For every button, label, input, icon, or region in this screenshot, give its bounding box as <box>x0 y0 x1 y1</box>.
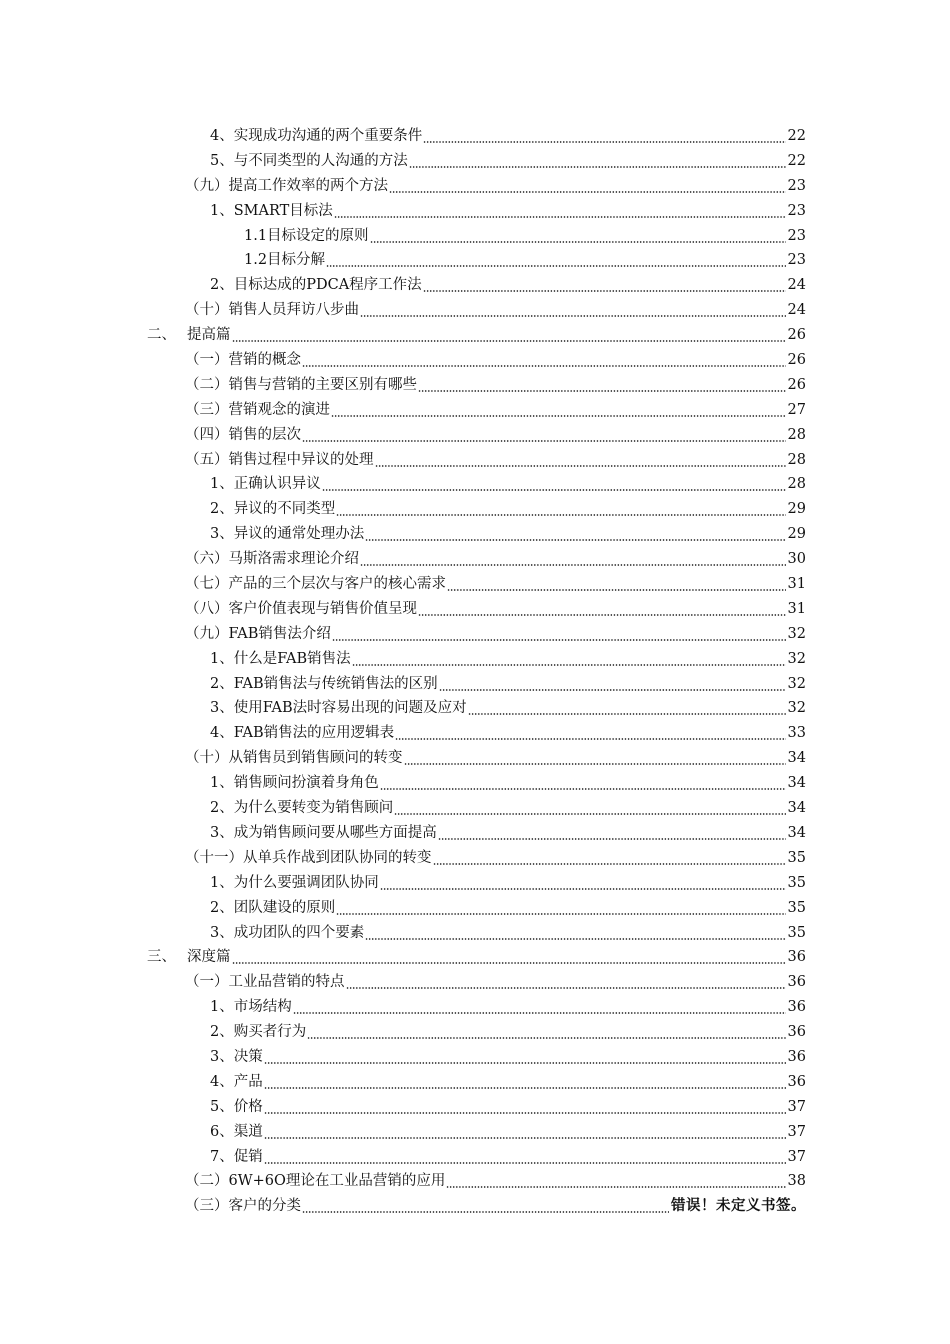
toc-entry-title: （九）提高工作效率的两个方法 <box>185 177 388 194</box>
toc-page-number: 31 <box>787 600 806 617</box>
toc-entry-title: 2、团队建设的原则 <box>210 899 336 916</box>
toc-entry-label <box>185 746 404 771</box>
dot-leader <box>232 323 786 348</box>
toc-entry[interactable] <box>0 199 806 224</box>
dot-leader <box>395 721 785 746</box>
toc-entry-label <box>210 1070 264 1095</box>
toc-entry-title: 6、渠道 <box>210 1123 263 1140</box>
toc-entry-title: （七）产品的三个层次与客户的核心需求 <box>185 576 446 593</box>
toc-page-number: 24 <box>787 302 806 319</box>
toc-page-number: 34 <box>787 800 806 817</box>
dot-leader <box>380 871 786 896</box>
toc-entry-title: 1、正确认识异议 <box>210 476 321 493</box>
dot-leader <box>360 298 786 323</box>
toc-entry[interactable] <box>0 1020 806 1045</box>
toc-entry-label <box>185 597 418 622</box>
dot-leader <box>302 1194 669 1219</box>
toc-entry-title: （三）营销观念的演进 <box>185 401 330 418</box>
dot-leader <box>468 696 786 721</box>
toc-page-number: 37 <box>787 1123 806 1140</box>
toc-entry[interactable] <box>0 1120 806 1145</box>
dot-leader <box>302 423 786 448</box>
toc-page-number: 28 <box>787 451 806 468</box>
toc-entry-title: 1、什么是FAB销售法 <box>210 650 351 667</box>
toc-entry-title: （九）FAB销售法介绍 <box>185 625 331 642</box>
toc-page-number: 29 <box>787 526 806 543</box>
dot-leader <box>264 1120 786 1145</box>
toc-page-number: 32 <box>787 675 806 692</box>
toc-page-number: 29 <box>787 501 806 518</box>
toc-entry-label <box>185 348 302 373</box>
toc-page-number: 37 <box>787 1148 806 1165</box>
toc-entry-label <box>185 970 346 995</box>
toc-page-number: 23 <box>787 227 806 244</box>
toc-page-number: 35 <box>787 924 806 941</box>
toc-page-number: 36 <box>787 949 806 966</box>
toc-entry-title: 1、为什么要强调团队协同 <box>210 874 379 891</box>
toc-entry-title: （六）马斯洛需求理论介绍 <box>185 551 359 568</box>
dot-leader <box>232 945 786 970</box>
toc-page-number: 36 <box>787 1073 806 1090</box>
toc-entry[interactable] <box>0 572 806 597</box>
toc-entry-label <box>185 448 375 473</box>
toc-entry-title: （一）营销的概念 <box>185 352 301 369</box>
toc-entry[interactable] <box>0 871 806 896</box>
toc-entry[interactable] <box>0 672 806 697</box>
toc-page-number: 30 <box>787 551 806 568</box>
toc-entry-label <box>185 547 360 572</box>
toc-entry[interactable] <box>0 323 806 348</box>
toc-entry-label <box>185 174 389 199</box>
toc-entry-label <box>210 1095 264 1120</box>
dot-leader <box>264 1145 786 1170</box>
dot-leader <box>331 398 786 423</box>
dot-leader <box>423 124 785 149</box>
toc-entry[interactable] <box>0 348 806 373</box>
toc-entry-title: 3、异议的通常处理办法 <box>210 526 365 543</box>
toc-entry[interactable] <box>0 547 806 572</box>
toc-entry-label <box>210 647 352 672</box>
dot-leader <box>360 547 786 572</box>
toc-entry-title: （二）6W+6O理论在工业品营销的应用 <box>185 1173 446 1190</box>
toc-entry-label <box>185 423 302 448</box>
toc-entry-label <box>244 248 326 273</box>
toc-entry-title: 3、成功团队的四个要素 <box>210 924 365 941</box>
toc-entry-label <box>210 1045 264 1070</box>
toc-page-number: 23 <box>787 177 806 194</box>
toc-entry-label <box>185 622 332 647</box>
dot-leader <box>380 771 786 796</box>
toc-entry[interactable] <box>0 846 806 871</box>
toc-entry[interactable] <box>0 248 806 273</box>
toc-entry-title: （十）销售人员拜访八步曲 <box>185 302 359 319</box>
toc-entry-title: 1.1目标设定的原则 <box>244 227 369 244</box>
toc-entry[interactable] <box>0 174 806 199</box>
toc-entry-title: 5、与不同类型的人沟通的方法 <box>210 152 408 169</box>
toc-page-number: 36 <box>787 999 806 1016</box>
dot-leader <box>264 1070 786 1095</box>
table-of-contents <box>0 124 950 1219</box>
dot-leader <box>334 199 786 224</box>
toc-entry-label <box>185 572 447 597</box>
toc-page-number: 28 <box>787 476 806 493</box>
toc-entry-title: （十）从销售员到销售顾问的转变 <box>185 750 403 767</box>
toc-entry[interactable] <box>0 970 806 995</box>
toc-error-message: 错误！未定义书签。 <box>671 1197 806 1215</box>
toc-page-number: 32 <box>787 700 806 717</box>
toc-entry-label <box>210 771 380 796</box>
toc-page-number: 24 <box>787 277 806 294</box>
toc-entry-title: （十一）从单兵作战到团队协同的转变 <box>185 849 432 866</box>
toc-entry-label <box>244 224 370 249</box>
toc-page-number: 36 <box>787 1048 806 1065</box>
toc-entry-title: 1.2目标分解 <box>244 252 326 269</box>
dot-leader <box>418 597 786 622</box>
toc-page-number: 35 <box>787 899 806 916</box>
toc-page-number: 35 <box>787 874 806 891</box>
toc-entry-label <box>210 921 365 946</box>
toc-page-number: 31 <box>787 576 806 593</box>
toc-page-number: 38 <box>787 1173 806 1190</box>
toc-entry-title: 2、购买者行为 <box>210 1024 307 1041</box>
toc-entry[interactable] <box>0 647 806 672</box>
toc-entry[interactable] <box>0 1145 806 1170</box>
dot-leader <box>418 373 786 398</box>
dot-leader <box>264 1045 786 1070</box>
toc-page-number: 34 <box>787 750 806 767</box>
toc-entry-title: （八）客户价值表现与销售价值呈现 <box>185 600 417 617</box>
toc-entry[interactable] <box>0 1095 806 1120</box>
toc-entry[interactable] <box>0 721 806 746</box>
toc-entry-title: 2、目标达成的PDCA程序工作法 <box>210 277 422 294</box>
toc-entry-label <box>210 796 394 821</box>
toc-entry-title: （二）销售与营销的主要区别有哪些 <box>185 376 417 393</box>
toc-entry-label <box>210 1145 264 1170</box>
toc-entry-label <box>210 995 293 1020</box>
toc-entry[interactable] <box>0 622 806 647</box>
dot-leader <box>302 348 786 373</box>
toc-entry-title: 1、销售顾问扮演着身角色 <box>210 775 379 792</box>
toc-entry-title: 5、价格 <box>210 1098 263 1115</box>
dot-leader <box>336 497 785 522</box>
toc-entry-title: （一）工业品营销的特点 <box>185 974 345 991</box>
toc-entry-label <box>210 871 380 896</box>
toc-section-number: 二、 <box>147 327 176 344</box>
toc-entry-title: 4、FAB销售法的应用逻辑表 <box>210 725 395 742</box>
toc-page-number: 28 <box>787 426 806 443</box>
toc-entry[interactable] <box>0 796 806 821</box>
toc-page-number: 36 <box>787 974 806 991</box>
toc-entry-label <box>210 672 439 697</box>
toc-entry[interactable] <box>0 1169 806 1194</box>
toc-entry-label <box>185 846 433 871</box>
toc-entry[interactable] <box>0 124 806 149</box>
toc-page-number: 23 <box>787 202 806 219</box>
toc-entry[interactable] <box>0 497 806 522</box>
toc-page-number: 26 <box>787 376 806 393</box>
toc-entry[interactable] <box>0 1194 806 1219</box>
dot-leader <box>326 248 785 273</box>
toc-entry[interactable] <box>0 945 806 970</box>
dot-leader <box>365 522 785 547</box>
dot-leader <box>447 572 786 597</box>
dot-leader <box>322 472 786 497</box>
toc-page-number: 23 <box>787 252 806 269</box>
toc-entry-label <box>185 1169 446 1194</box>
toc-entry[interactable] <box>0 448 806 473</box>
dot-leader <box>346 970 786 995</box>
toc-page-number: 34 <box>787 775 806 792</box>
dot-leader <box>307 1020 785 1045</box>
dot-leader <box>370 224 786 249</box>
toc-entry[interactable] <box>0 522 806 547</box>
toc-page-number: 35 <box>787 849 806 866</box>
toc-entry[interactable] <box>0 771 806 796</box>
dot-leader <box>433 846 786 871</box>
toc-page-number: 34 <box>787 824 806 841</box>
toc-entry[interactable] <box>0 696 806 721</box>
toc-entry[interactable] <box>0 597 806 622</box>
toc-page-number: 37 <box>787 1098 806 1115</box>
toc-entry[interactable] <box>0 921 806 946</box>
dot-leader <box>375 448 786 473</box>
toc-entry[interactable] <box>0 398 806 423</box>
dot-leader <box>365 921 785 946</box>
toc-entry-label <box>210 1120 264 1145</box>
toc-entry-label <box>210 497 336 522</box>
toc-entry[interactable] <box>0 896 806 921</box>
toc-page-number: 36 <box>787 1024 806 1041</box>
toc-page-number: 26 <box>787 327 806 344</box>
toc-page-number: 27 <box>787 401 806 418</box>
dot-leader <box>293 995 786 1020</box>
toc-entry-label <box>210 472 322 497</box>
toc-page-number: 26 <box>787 352 806 369</box>
toc-entry-label <box>147 945 232 970</box>
toc-entry-title: 3、使用FAB法时容易出现的问题及应对 <box>210 700 467 717</box>
toc-entry[interactable] <box>0 298 806 323</box>
toc-entry-title: 3、成为销售顾问要从哪些方面提高 <box>210 824 437 841</box>
dot-leader <box>389 174 786 199</box>
toc-entry[interactable] <box>0 821 806 846</box>
toc-entry-title: 4、实现成功沟通的两个重要条件 <box>210 128 423 144</box>
toc-entry-title: （三）客户的分类 <box>185 1198 301 1215</box>
toc-entry-title: 7、促销 <box>210 1148 263 1165</box>
toc-page-number: 32 <box>787 625 806 642</box>
dot-leader <box>336 896 785 921</box>
toc-entry[interactable] <box>0 224 806 249</box>
toc-entry[interactable] <box>0 373 806 398</box>
toc-entry-label <box>210 821 438 846</box>
dot-leader <box>439 672 786 697</box>
toc-entry-label <box>210 1020 307 1045</box>
toc-entry-label <box>185 298 360 323</box>
toc-entry-title: （五）销售过程中异议的处理 <box>185 451 374 468</box>
toc-entry-title: 4、产品 <box>210 1073 263 1090</box>
toc-entry-label <box>185 373 418 398</box>
dot-leader <box>423 273 786 298</box>
toc-entry[interactable] <box>0 1045 806 1070</box>
toc-entry-label <box>210 273 423 298</box>
toc-entry-label <box>210 124 423 149</box>
toc-entry-title: 2、异议的不同类型 <box>210 501 336 518</box>
toc-entry-title: 提高篇 <box>187 327 231 344</box>
toc-entry[interactable] <box>0 423 806 448</box>
toc-page-number: 33 <box>787 725 806 742</box>
toc-entry-label <box>185 398 331 423</box>
toc-page-number: 22 <box>787 152 806 169</box>
toc-entry[interactable] <box>0 149 806 174</box>
dot-leader <box>409 149 786 174</box>
dot-leader <box>352 647 786 672</box>
toc-entry[interactable] <box>0 472 806 497</box>
toc-entry-title: 1、SMART目标法 <box>210 202 333 219</box>
toc-entry-label <box>210 199 334 224</box>
dot-leader <box>446 1169 785 1194</box>
dot-leader <box>438 821 786 846</box>
dot-leader <box>394 796 785 821</box>
toc-entry-title: 2、FAB销售法与传统销售法的区别 <box>210 675 438 692</box>
toc-entry[interactable] <box>0 1070 806 1095</box>
toc-entry[interactable] <box>0 746 806 771</box>
dot-leader <box>264 1095 786 1120</box>
dot-leader <box>332 622 786 647</box>
toc-page-number: 32 <box>787 650 806 667</box>
toc-entry[interactable] <box>0 995 806 1020</box>
toc-entry-title: 1、市场结构 <box>210 999 292 1016</box>
toc-entry-label <box>210 721 395 746</box>
toc-section-number: 三、 <box>147 949 176 966</box>
dot-leader <box>404 746 786 771</box>
toc-entry-label <box>210 896 336 921</box>
toc-entry-title: 深度篇 <box>187 949 231 966</box>
toc-entry-label <box>210 522 365 547</box>
toc-entry-title: 2、为什么要转变为销售顾问 <box>210 800 394 817</box>
toc-entry-title: 3、决策 <box>210 1048 263 1065</box>
toc-entry-title: （四）销售的层次 <box>185 426 301 443</box>
toc-entry-label <box>210 696 468 721</box>
toc-entry-label <box>185 1194 302 1219</box>
toc-entry[interactable] <box>0 273 806 298</box>
toc-entry-label <box>147 323 232 348</box>
toc-entry-label <box>210 149 409 174</box>
toc-page-number: 22 <box>787 128 806 144</box>
